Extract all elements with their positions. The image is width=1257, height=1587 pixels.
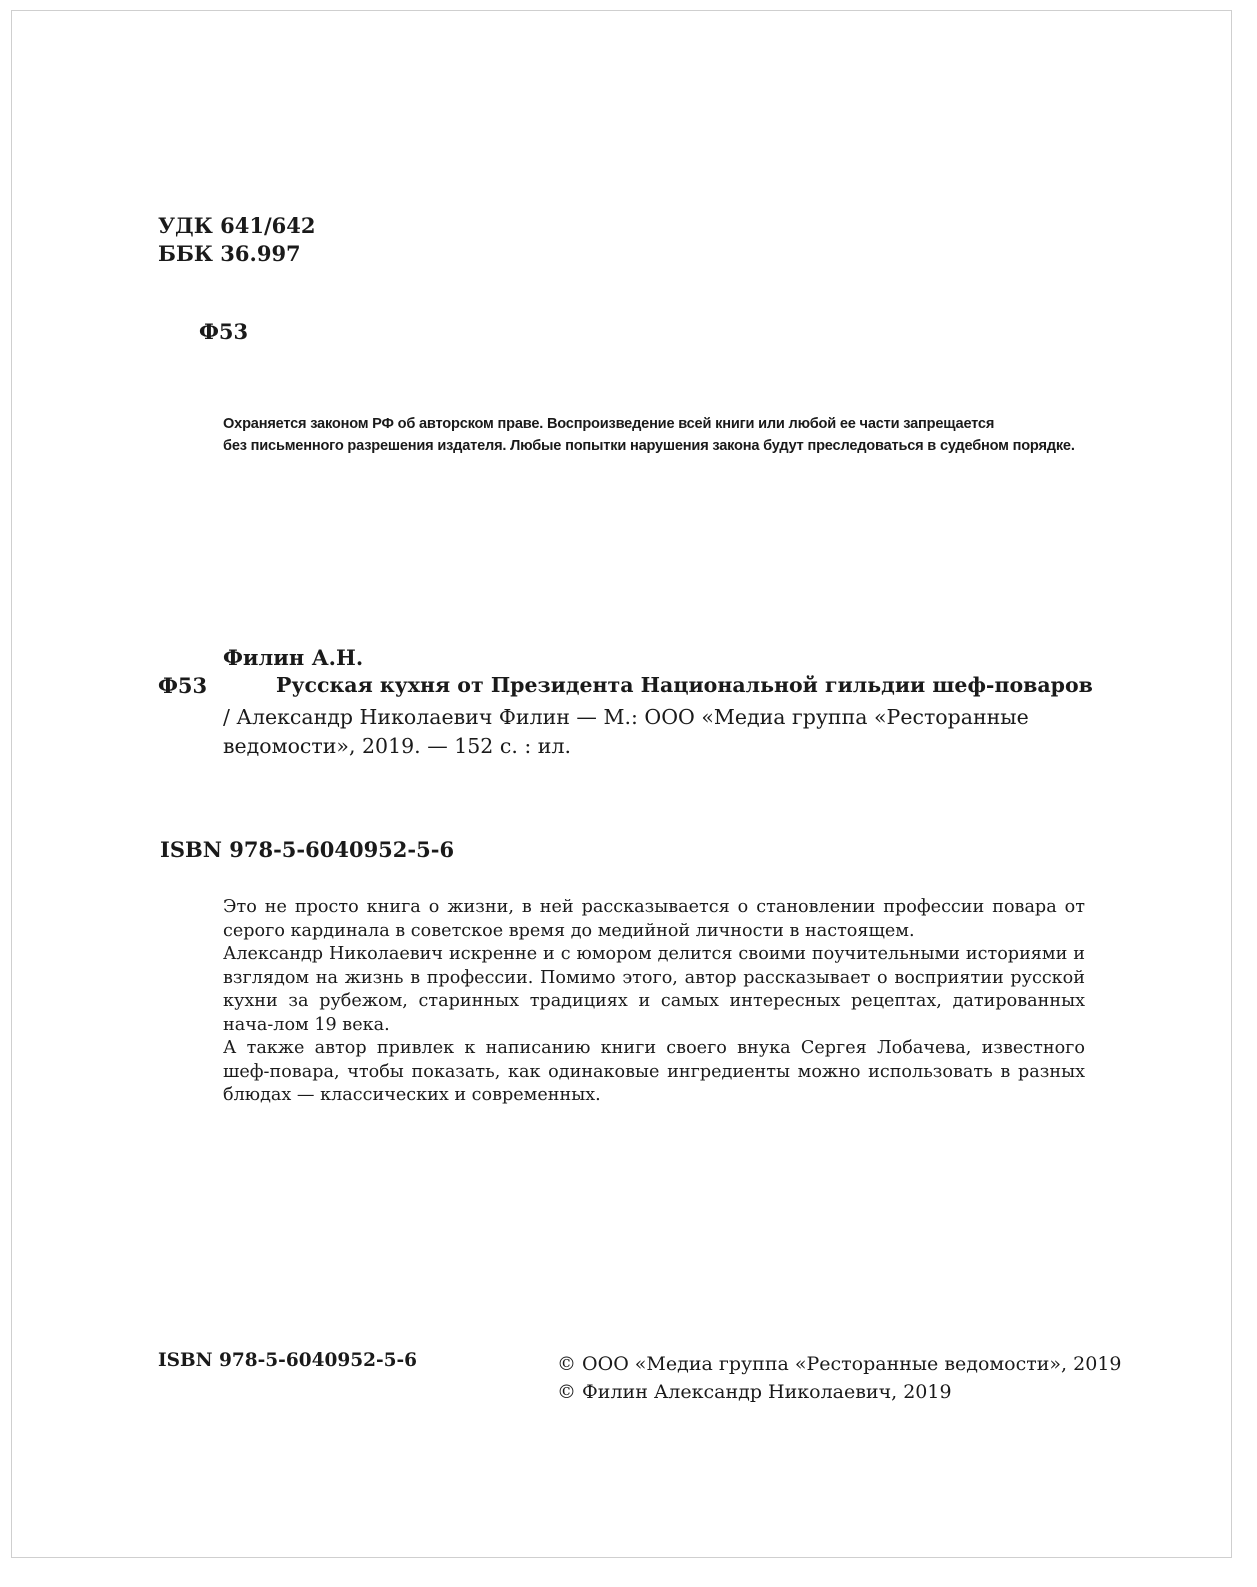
annotation bbox=[223, 896, 1085, 1108]
footer-isbn: ISBN 978-5-6040952-5-6 bbox=[158, 1350, 418, 1371]
copyright-author: © Филин Александр Николаевич, 2019 bbox=[557, 1381, 952, 1403]
rights-notice-line-1: Охраняется законом РФ об авторском праве. Воспроизведение всей книги или любой ее части запрещается bbox=[223, 416, 995, 432]
book-title: Русская кухня от Президента Национальной гильдии шеф-поваров bbox=[276, 673, 1093, 697]
bbk-code: ББК 36.997 bbox=[158, 241, 301, 266]
annotation-paragraph-3: А также автор привлек к написанию книги своего внука Сергея Лобачева, известного шеф-повара, чтобы показать, как одинаковые ингредиенты можно использовать в разных блюдах — классических и современных. bbox=[223, 1038, 1085, 1105]
isbn-main: ISBN 978-5-6040952-5-6 bbox=[160, 837, 455, 862]
rights-notice-line-2: без письменного разрешения издателя. Любые попытки нарушения закона будут преследоваться в судебном порядке. bbox=[223, 438, 1075, 454]
copyright-block bbox=[557, 1350, 1122, 1406]
author-sign: Ф53 bbox=[158, 673, 208, 698]
classification-block bbox=[158, 212, 315, 268]
annotation-paragraph-2: Александр Николаевич искренне и с юмором делится своими поучительными историями и взглядом на жизнь в профессии. Помимо этого, автор рассказывает о восприятии русской кухни за рубежом, старинных традициях и самых интересных рецептах, датированных нача-лом 19 века. bbox=[223, 944, 1085, 1035]
publication-line-1: / Александр Николаевич Филин — М.: ООО «Медиа группа «Ресторанные bbox=[223, 705, 1029, 729]
publication-details bbox=[223, 703, 1029, 761]
copyright-publisher: © ООО «Медиа группа «Ресторанные ведомости», 2019 bbox=[557, 1353, 1122, 1375]
author-sign-top: Ф53 bbox=[199, 319, 249, 344]
publication-line-2: ведомости», 2019. — 152 с. : ил. bbox=[223, 734, 571, 758]
rights-notice bbox=[223, 413, 1075, 457]
author-heading: Филин А.Н. bbox=[223, 645, 364, 670]
udk-code: УДК 641/642 bbox=[158, 213, 316, 238]
annotation-paragraph-1: Это не просто книга о жизни, в ней рассказывается о становлении профессии повара от серого кардинала в советское время до медийной личности в настоящем. bbox=[223, 897, 1085, 941]
